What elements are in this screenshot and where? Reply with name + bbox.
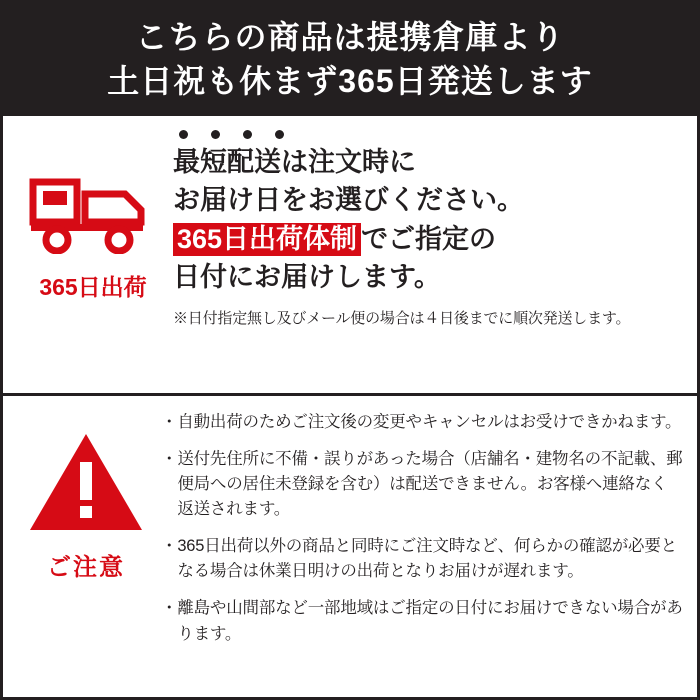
delivery-line-4: 日付にお届けします。 xyxy=(173,261,441,292)
header-line-2: 土日祝も休まず365日発送します xyxy=(107,62,593,99)
delivery-line-1: 最短配送は注文時に xyxy=(173,147,416,177)
truck-badge xyxy=(13,128,173,387)
bullet-text: 送付先住所に不備・誤りがあった場合（店舗名・建物名の不記載、郵便局への居住未登録を含む）は配送できません。お客様へ連絡なく返送されます。 xyxy=(177,450,683,519)
caution-list xyxy=(161,408,683,689)
bullet-text: 365日出荷以外の商品と同時にご注文時など、何らかの確認が必要となる場合は休業日明けの出荷となりお届けが遅れます。 xyxy=(177,537,677,581)
bullet-text: 離島や山間部など一部地域はご指定の日付にお届けできない場合があります。 xyxy=(177,599,683,643)
delivery-section xyxy=(3,116,697,396)
header-line-1: こちらの商品は提携倉庫より xyxy=(135,19,565,56)
dot-2 xyxy=(211,130,220,139)
dot-4 xyxy=(275,130,284,139)
bullet-mark: ・ xyxy=(161,413,178,431)
decorative-dots xyxy=(179,130,687,139)
bullet-mark: ・ xyxy=(161,450,178,469)
truck-label: 365日出荷 xyxy=(39,274,147,300)
banner-header xyxy=(3,3,697,116)
dot-1 xyxy=(179,130,188,139)
caution-label: ご注意 xyxy=(47,554,125,581)
bullet-mark: ・ xyxy=(161,599,178,618)
bullet-mark: ・ xyxy=(161,537,178,556)
bullet-text: 自動出荷のためご注文後の変更やキャンセルはお受けできかねます。 xyxy=(177,413,682,431)
list-item xyxy=(161,596,683,646)
list-item xyxy=(161,534,683,584)
caution-section xyxy=(3,396,697,697)
delivery-line-2: お届け日をお選びください。 xyxy=(173,185,524,216)
delivery-note: ※日付指定無し及びメール便の場合は４日後までに順次発送します。 xyxy=(173,310,631,328)
list-item xyxy=(161,447,683,522)
delivery-line-3-rest: でご指定の xyxy=(361,223,497,254)
highlight-365-shipping: 365日出荷体制 xyxy=(173,223,361,256)
caution-badge xyxy=(11,408,161,689)
delivery-truck-icon xyxy=(29,176,157,259)
dot-3 xyxy=(243,130,252,139)
delivery-line-3 xyxy=(173,220,687,258)
warning-triangle-icon xyxy=(26,430,146,539)
delivery-text-block xyxy=(173,128,687,387)
list-item xyxy=(161,410,683,435)
